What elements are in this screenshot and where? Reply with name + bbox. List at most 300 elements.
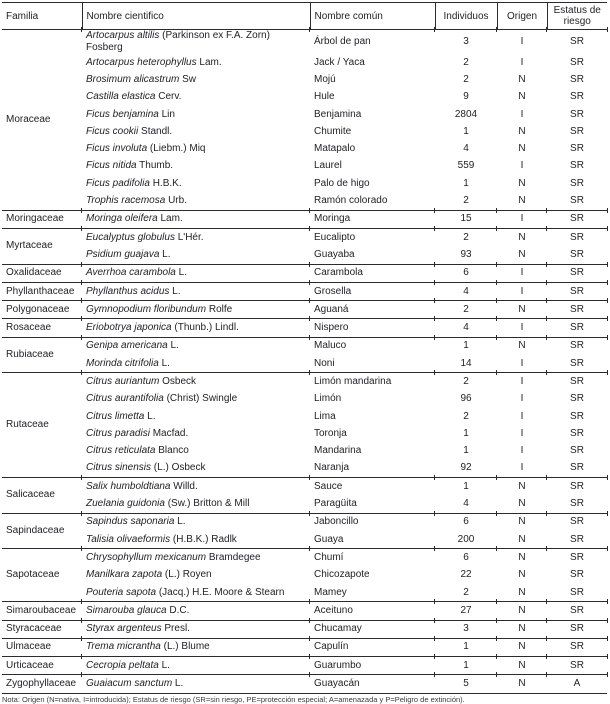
origin-cell: N <box>518 125 526 137</box>
scientific-name-italic: Artocarpus altilis <box>86 30 160 41</box>
scientific-name-cell: Gymnopodium floribundum Rolfe <box>82 301 310 319</box>
scientific-name-italic: Gymnopodium floribundum <box>86 303 207 315</box>
scientific-name-cell: Salix humboldtiana Willd. <box>82 478 310 496</box>
table-row <box>2 657 607 675</box>
table-row <box>2 549 607 567</box>
status-cell: SR <box>570 427 584 439</box>
scientific-name-italic: Citrus paradisi <box>86 427 150 439</box>
individuals-cell: 96 <box>460 393 472 405</box>
scientific-name-italic: Morinda citrifolia <box>86 357 159 369</box>
scientific-name-italic: Talisia olivaeformis <box>86 533 171 545</box>
status-cell: SR <box>547 638 607 656</box>
origin-cell: I <box>520 393 524 405</box>
family-cell: Simaroubaceae <box>2 602 82 620</box>
individuals-cell: 200 <box>457 533 475 545</box>
status-cell: SR <box>570 73 584 85</box>
individuals-cell: 3 <box>435 30 497 55</box>
scientific-name-italic: Citrus limetta <box>86 410 145 422</box>
origin-cell: N <box>518 195 526 207</box>
individuals-cell: 9 <box>463 91 469 103</box>
scientific-name-italic: Styrax argenteus <box>86 623 162 635</box>
origin-cell: I <box>520 410 524 422</box>
common-name-cell: Chicozapote <box>314 569 370 581</box>
family-group <box>2 373 607 478</box>
status-cell: SR <box>570 393 584 405</box>
individuals-cell: 15 <box>435 210 497 228</box>
individuals-cell: 1 <box>463 445 469 457</box>
origin-cell: I <box>497 210 547 228</box>
individuals-cell: 22 <box>460 569 472 581</box>
status-cell: SR <box>547 282 607 300</box>
table-row <box>2 30 607 55</box>
family-group <box>2 228 607 264</box>
scientific-name-cell: Genipa americana L. <box>82 337 310 355</box>
origin-cell: I <box>520 160 524 172</box>
scientific-name-italic: Salix humboldtiana <box>86 480 171 492</box>
table-row <box>2 282 607 300</box>
common-name-cell: Matapalo <box>314 143 356 155</box>
family-group <box>2 657 607 675</box>
origin-cell: N <box>497 602 547 620</box>
status-cell: SR <box>547 549 607 567</box>
table-row <box>2 264 607 282</box>
status-cell: SR <box>570 91 584 103</box>
origin-cell: I <box>520 56 524 68</box>
origin-cell: N <box>497 638 547 656</box>
scientific-name-cell: Ficus involuta (Liebm.) Miq <box>86 143 206 155</box>
scientific-name-cell: Citrus sinensis (L.) Osbeck <box>86 462 206 474</box>
family-group <box>2 602 607 620</box>
origin-cell: N <box>518 73 526 85</box>
status-cell: SR <box>570 569 584 581</box>
family-group <box>2 638 607 656</box>
scientific-name-cell: Citrus aurantifolia (Christ) Swingle <box>86 393 238 405</box>
scientific-name-italic: Artocarpus heterophyllus <box>86 56 197 68</box>
family-group <box>2 264 607 282</box>
family-group <box>2 675 607 693</box>
scientific-name-italic: Ficus cookii <box>86 125 139 137</box>
scientific-name-italic: Trema micrantha <box>86 641 161 653</box>
common-name-cell: Capulín <box>310 638 435 656</box>
scientific-name-italic: Guaiacum sanctum <box>86 678 173 690</box>
table-row <box>2 425 607 442</box>
status-cell: SR <box>547 373 607 391</box>
table-row <box>2 391 607 408</box>
scientific-name-cell: Brosimum alicastrum Sw <box>86 73 197 85</box>
table-row <box>2 192 607 210</box>
common-name-cell: Grosella <box>310 282 435 300</box>
family-cell: Rubiaceae <box>2 337 82 373</box>
header-nombre-comun: Nombre común <box>310 3 435 30</box>
origin-cell: I <box>520 445 524 457</box>
scientific-name-italic: Zuelania guidonia <box>86 498 165 510</box>
status-cell: SR <box>547 30 607 55</box>
status-cell: SR <box>547 657 607 675</box>
common-name-cell: Chumite <box>314 125 352 137</box>
scientific-name-italic: Castilla elastica <box>86 91 156 103</box>
status-cell: SR <box>570 195 584 207</box>
individuals-cell: 5 <box>435 675 497 693</box>
table-row <box>2 460 607 478</box>
individuals-cell: 1 <box>463 177 469 189</box>
origin-cell: N <box>518 248 526 260</box>
scientific-name-cell: Citrus limetta L. <box>86 410 156 422</box>
origin-cell: N <box>518 498 526 510</box>
scientific-name-cell: Simarouba glauca D.C. <box>82 602 310 620</box>
status-cell: SR <box>547 210 607 228</box>
individuals-cell: 2 <box>463 195 469 207</box>
table-row <box>2 301 607 319</box>
family-cell: Urticaceae <box>2 657 82 675</box>
common-name-cell: Sauce <box>310 478 435 496</box>
scientific-name-italic: Simarouba glauca <box>86 604 167 616</box>
table-row <box>2 567 607 584</box>
scientific-name-italic: Citrus auriantum <box>86 375 160 387</box>
table-row <box>2 337 607 355</box>
origin-cell: N <box>497 549 547 567</box>
family-group <box>2 513 607 549</box>
common-name-cell: Naranja <box>314 462 350 474</box>
scientific-name-italic: Manilkara zapota <box>86 569 163 581</box>
table-row <box>2 246 607 264</box>
family-group <box>2 301 607 319</box>
scientific-name-italic: Citrus aurantifolia <box>86 393 164 405</box>
table-row <box>2 71 607 88</box>
status-cell: SR <box>547 513 607 531</box>
table-header <box>2 3 607 30</box>
scientific-name-italic: Citrus reticulata <box>86 445 156 457</box>
origin-cell: N <box>518 91 526 103</box>
table-row <box>2 140 607 157</box>
status-cell: SR <box>570 143 584 155</box>
origin-cell: N <box>497 478 547 496</box>
individuals-cell: 1 <box>463 427 469 439</box>
origin-cell: N <box>518 533 526 545</box>
origin-cell: I <box>497 30 547 55</box>
family-group <box>2 210 607 228</box>
common-name-cell: Laurel <box>314 160 342 172</box>
scientific-name-cell: Castilla elastica Cerv. <box>86 91 182 103</box>
scientific-name-italic: Brosimum alicastrum <box>86 73 180 85</box>
individuals-cell: 92 <box>460 462 472 474</box>
status-cell: SR <box>547 478 607 496</box>
species-table-page <box>0 2 610 704</box>
individuals-cell: 2 <box>463 73 469 85</box>
common-name-cell: Guayaba <box>314 248 355 260</box>
family-cell: Rutaceae <box>2 373 82 478</box>
common-name-cell: Moringa <box>310 210 435 228</box>
scientific-name-cell: Trema micrantha (L.) Blume <box>82 638 310 656</box>
origin-cell: I <box>520 462 524 474</box>
table-row <box>2 106 607 123</box>
individuals-cell: 3 <box>435 620 497 638</box>
scientific-name-cell: Cecropia peltata L. <box>82 657 310 675</box>
scientific-name-italic: Chrysophyllum mexicanum <box>86 551 207 563</box>
family-cell: Oxalidaceae <box>2 264 82 282</box>
header-individuos: Individuos <box>435 3 497 30</box>
origin-cell: N <box>518 586 526 598</box>
scientific-name-italic: Psidium guajava <box>86 248 160 260</box>
individuals-cell: 2 <box>463 410 469 422</box>
table-row <box>2 408 607 425</box>
common-name-cell: Jaboncillo <box>310 513 435 531</box>
scientific-name-italic: Genipa americana <box>86 340 168 352</box>
table-row <box>2 158 607 175</box>
status-cell: A <box>547 675 607 693</box>
individuals-cell: 4 <box>463 498 469 510</box>
status-cell: SR <box>570 445 584 457</box>
common-name-cell: Eucalipto <box>310 228 435 246</box>
origin-cell: N <box>497 657 547 675</box>
scientific-name-cell: Phyllanthus acidus L. <box>82 282 310 300</box>
origin-cell: I <box>497 282 547 300</box>
common-name-cell: Nispero <box>310 319 435 337</box>
family-cell: Styracaceae <box>2 620 82 638</box>
individuals-cell: 6 <box>435 549 497 567</box>
status-cell: SR <box>547 337 607 355</box>
family-group <box>2 282 607 300</box>
individuals-cell: 27 <box>435 602 497 620</box>
scientific-name-cell: Manilkara zapota (L.) Royen <box>86 569 212 581</box>
scientific-name-italic: Ficus nitida <box>86 160 137 172</box>
individuals-cell: 14 <box>460 357 472 369</box>
header-nombre-cientifico: Nombre cientifico <box>82 3 310 30</box>
common-name-cell: Lima <box>314 410 336 422</box>
table-row <box>2 620 607 638</box>
scientific-name-italic: Trophis racemosa <box>86 195 166 207</box>
common-name-cell: Árbol de pan <box>310 30 435 55</box>
family-cell: Ulmaceae <box>2 638 82 656</box>
scientific-name-cell: Artocarpus heterophyllus Lam. <box>86 56 222 68</box>
scientific-name-cell: Guaiacum sanctum L. <box>82 675 310 693</box>
status-cell: SR <box>570 160 584 172</box>
scientific-name-cell: Talisia olivaeformis (H.B.K.) Radlk <box>86 533 237 545</box>
scientific-name-cell: Morinda citrifolia L. <box>86 357 170 369</box>
table-row <box>2 89 607 106</box>
individuals-cell: 1 <box>463 125 469 137</box>
scientific-name-cell: Eriobotrya japonica (Thunb.) Lindl. <box>82 319 310 337</box>
common-name-cell: Mandarina <box>314 445 362 457</box>
family-group <box>2 337 607 373</box>
common-name-cell: Maluco <box>310 337 435 355</box>
scientific-name-cell: Averrhoa carambola L. <box>82 264 310 282</box>
individuals-cell: 6 <box>435 264 497 282</box>
family-group <box>2 319 607 337</box>
common-name-cell: Mamey <box>314 586 347 598</box>
table-row <box>2 210 607 228</box>
common-name-cell: Palo de higo <box>314 177 370 189</box>
common-name-cell: Ramón colorado <box>314 195 388 207</box>
family-cell: Salicaceae <box>2 478 82 514</box>
scientific-name-cell: Moringa oleifera Lam. <box>82 210 310 228</box>
header-origen: Origen <box>497 3 547 30</box>
scientific-name-italic: Phyllanthus acidus <box>86 285 170 297</box>
status-cell: SR <box>570 533 584 545</box>
scientific-name-italic: Ficus involuta <box>86 143 148 155</box>
status-cell: SR <box>570 357 584 369</box>
origin-cell: N <box>497 675 547 693</box>
common-name-cell: Guayacán <box>310 675 435 693</box>
scientific-name-italic: Averrhoa carambola <box>86 267 176 279</box>
table-row <box>2 675 607 693</box>
table-row <box>2 584 607 602</box>
scientific-name-cell: Chrysophyllum mexicanum Bramdegee <box>82 549 310 567</box>
status-cell: SR <box>570 177 584 189</box>
origin-cell: N <box>518 569 526 581</box>
origin-cell: I <box>520 357 524 369</box>
scientific-name-italic: Moringa oleifera <box>86 213 158 225</box>
family-cell: Moringaceae <box>2 210 82 228</box>
family-group <box>2 620 607 638</box>
status-cell: SR <box>570 410 584 422</box>
family-cell: Sapotaceae <box>2 549 82 602</box>
header-familia: Familia <box>2 3 82 30</box>
scientific-name-cell: Psidium guajava L. <box>86 248 171 260</box>
common-name-cell: Jack / Yaca <box>314 56 365 68</box>
table-row <box>2 175 607 192</box>
table-row <box>2 638 607 656</box>
family-cell: Sapindaceae <box>2 513 82 549</box>
scientific-name-italic: Ficus benjamina <box>86 108 159 120</box>
origin-cell: I <box>520 427 524 439</box>
family-group <box>2 30 607 211</box>
scientific-name-cell: Citrus auriantum Osbeck <box>82 373 310 391</box>
individuals-cell: 2 <box>435 373 497 391</box>
status-cell: SR <box>547 319 607 337</box>
individuals-cell: 1 <box>435 337 497 355</box>
individuals-cell: 2804 <box>454 108 478 120</box>
individuals-cell: 2 <box>463 56 469 68</box>
origin-cell: I <box>497 264 547 282</box>
origin-cell: I <box>520 108 524 120</box>
scientific-name-cell: Zuelania guidonia (Sw.) Britton & Mill <box>86 498 250 510</box>
table-row <box>2 228 607 246</box>
scientific-name-cell: Eucalyptus globulus L'Hér. <box>82 228 310 246</box>
scientific-name-cell: Ficus benjamina Lin <box>86 108 175 120</box>
table-row <box>2 373 607 391</box>
table-row <box>2 513 607 531</box>
individuals-cell: 2 <box>435 301 497 319</box>
individuals-cell: 4 <box>435 282 497 300</box>
individuals-cell: 1 <box>435 657 497 675</box>
common-name-cell: Carambola <box>310 264 435 282</box>
family-cell: Zygophyllaceae <box>2 675 82 693</box>
table-row <box>2 123 607 140</box>
status-cell: SR <box>570 108 584 120</box>
family-group <box>2 549 607 602</box>
family-cell: Phyllanthaceae <box>2 282 82 300</box>
individuals-cell: 6 <box>435 513 497 531</box>
origin-cell: N <box>518 177 526 189</box>
family-cell: Moraceae <box>2 30 82 211</box>
status-cell: SR <box>570 498 584 510</box>
scientific-name-italic: Citrus sinensis <box>86 462 152 474</box>
common-name-cell: Guaya <box>314 533 344 545</box>
status-cell: SR <box>547 228 607 246</box>
table-row <box>2 495 607 513</box>
status-cell: SR <box>570 248 584 260</box>
common-name-cell: Limón <box>314 393 342 405</box>
scientific-name-cell: Styrax argenteus Presl. <box>82 620 310 638</box>
origin-cell: I <box>497 373 547 391</box>
table-footnote: Nota: Origen (N=nativa, I=introducida); Estatus de riesgo (SR=sin riesgo, PE=protección especial; A=amenazada y P=Peligro de extinción). <box>2 694 465 704</box>
table-row <box>2 531 607 549</box>
scientific-name-italic: Pouteria sapota <box>86 586 157 598</box>
scientific-name-italic: Eucalyptus globulus <box>86 231 175 243</box>
origin-cell: N <box>497 228 547 246</box>
scientific-name-cell: Citrus paradisi Macfad. <box>86 427 189 439</box>
species-inventory-table <box>2 2 607 694</box>
status-cell: SR <box>570 462 584 474</box>
status-cell: SR <box>570 125 584 137</box>
family-cell: Myrtaceae <box>2 228 82 264</box>
common-name-cell: Hule <box>314 91 335 103</box>
individuals-cell: 2 <box>463 586 469 598</box>
family-group <box>2 478 607 514</box>
family-cell: Rosaceae <box>2 319 82 337</box>
common-name-cell: Toronja <box>314 427 347 439</box>
common-name-cell: Chucamay <box>310 620 435 638</box>
table-row <box>2 54 607 71</box>
common-name-cell: Mojú <box>314 73 336 85</box>
individuals-cell: 4 <box>463 143 469 155</box>
individuals-cell: 2 <box>435 228 497 246</box>
scientific-name-cell: Pouteria sapota (Jacq.) H.E. Moore & Stearn <box>86 586 285 598</box>
individuals-cell: 1 <box>435 638 497 656</box>
scientific-name-italic: Sapindus saponaria <box>86 516 175 528</box>
origin-cell: N <box>497 620 547 638</box>
scientific-name-cell: Ficus nitida Thumb. <box>86 160 174 172</box>
origin-cell: N <box>497 513 547 531</box>
header-row <box>2 3 607 30</box>
individuals-cell: 93 <box>460 248 472 260</box>
origin-cell: N <box>497 301 547 319</box>
origin-cell: N <box>518 143 526 155</box>
individuals-cell: 559 <box>457 160 475 172</box>
individuals-cell: 1 <box>435 478 497 496</box>
status-cell: SR <box>570 586 584 598</box>
scientific-name-italic: Cecropia peltata <box>86 659 159 671</box>
status-cell: SR <box>547 264 607 282</box>
scientific-name-cell: Ficus cookii Standl. <box>86 125 173 137</box>
table-row <box>2 319 607 337</box>
common-name-cell: Aguaná <box>310 301 435 319</box>
individuals-cell: 4 <box>435 319 497 337</box>
status-cell: SR <box>547 301 607 319</box>
table-row <box>2 355 607 373</box>
common-name-cell: Aceituno <box>310 602 435 620</box>
common-name-cell: Benjamina <box>314 108 362 120</box>
status-cell: SR <box>547 620 607 638</box>
origin-cell: N <box>497 337 547 355</box>
scientific-name-cell: Artocarpus altilis (Parkinson ex F.A. Zorn) Fosberg <box>82 30 310 55</box>
common-name-cell: Paragüita <box>314 498 357 510</box>
table-row <box>2 602 607 620</box>
common-name-cell: Noni <box>314 357 335 369</box>
scientific-name-cell: Trophis racemosa Urb. <box>86 195 187 207</box>
scientific-name-italic: Ficus padifolia <box>86 177 150 189</box>
scientific-name-cell: Sapindus saponaria L. <box>82 513 310 531</box>
status-cell: SR <box>547 602 607 620</box>
status-cell: SR <box>570 56 584 68</box>
origin-cell: I <box>497 319 547 337</box>
scientific-name-cell: Citrus reticulata Blanco <box>86 445 189 457</box>
common-name-cell: Limón mandarina <box>310 373 435 391</box>
scientific-name-italic: Eriobotrya japonica <box>86 322 172 334</box>
common-name-cell: Guarumbo <box>310 657 435 675</box>
table-row <box>2 443 607 460</box>
header-estatus-de-riesgo: Estatus de riesgo <box>547 3 607 30</box>
